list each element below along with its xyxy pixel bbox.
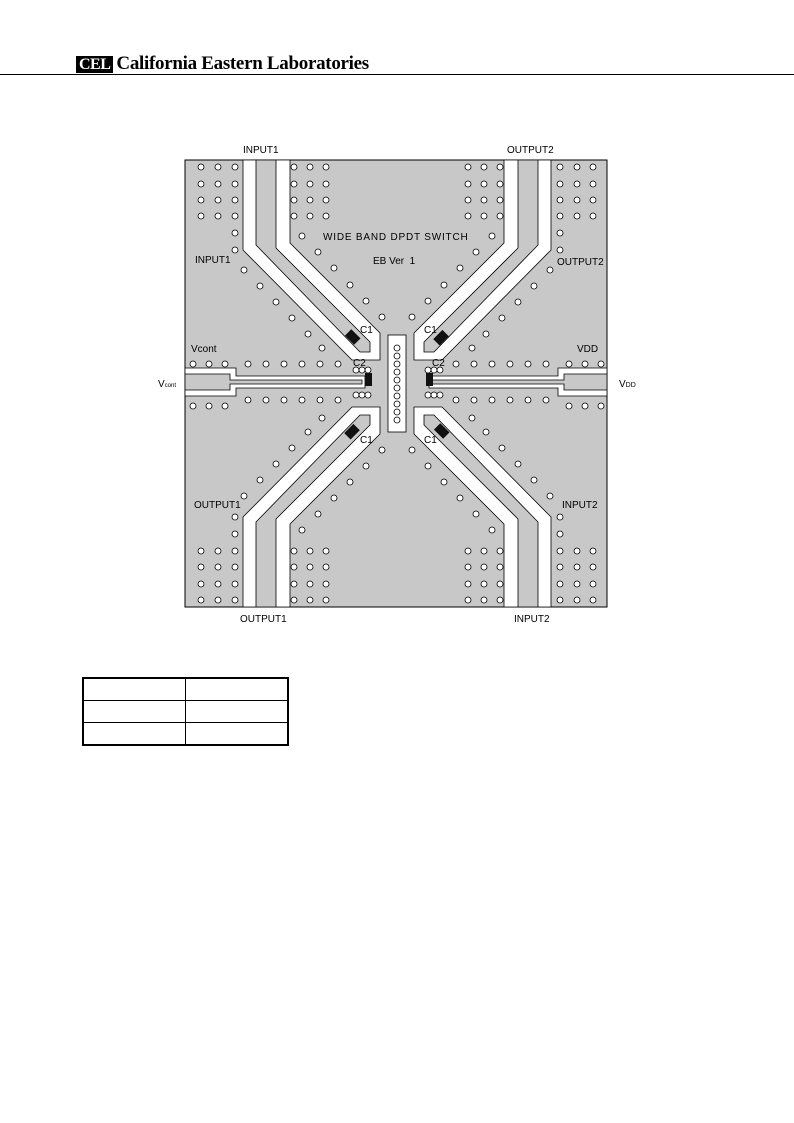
label-vcont-outer bbox=[158, 379, 176, 390]
logo-mark: CEL bbox=[76, 56, 113, 73]
page-header bbox=[0, 0, 794, 76]
label-vcont-outer-sub: cont bbox=[164, 383, 177, 389]
label-vcont-outer-main: V bbox=[158, 379, 165, 390]
company-name: California Eastern Laboratories bbox=[116, 53, 369, 74]
label-output2-inner: OUTPUT2 bbox=[557, 257, 604, 268]
company-logo bbox=[76, 53, 369, 75]
label-c1-bottom-right: C1 bbox=[424, 435, 437, 446]
label-input2-inner: INPUT2 bbox=[562, 500, 598, 511]
label-output2-top: OUTPUT2 bbox=[507, 145, 554, 156]
label-c2-right: C2 bbox=[432, 358, 445, 369]
table-row bbox=[83, 723, 288, 746]
empty-table bbox=[82, 677, 289, 746]
capacitor-c2-left bbox=[365, 373, 372, 386]
evaluation-board-diagram bbox=[0, 130, 794, 630]
table-cell bbox=[186, 723, 289, 746]
label-c1-bottom-left: C1 bbox=[360, 435, 373, 446]
label-vcont-inner: Vcont bbox=[191, 344, 217, 355]
label-vdd-outer-main: V bbox=[619, 379, 626, 390]
label-vdd-inner: VDD bbox=[577, 344, 599, 355]
label-vdd-outer-sub: DD bbox=[625, 382, 636, 389]
table-row bbox=[83, 678, 288, 701]
board-version: EB Ver 1 bbox=[373, 256, 416, 267]
table-cell bbox=[186, 701, 289, 723]
table-cell bbox=[83, 701, 186, 723]
label-c2-left: C2 bbox=[353, 358, 366, 369]
label-vdd-outer bbox=[619, 379, 636, 390]
label-output1-bottom: OUTPUT1 bbox=[240, 614, 287, 625]
table-cell bbox=[83, 723, 186, 746]
label-input2-bottom: INPUT2 bbox=[514, 614, 550, 625]
header-rule bbox=[0, 74, 794, 75]
table-cell bbox=[83, 678, 186, 701]
table-row bbox=[83, 701, 288, 723]
board-title: WIDE BAND DPDT SWITCH bbox=[323, 232, 469, 243]
label-output1-inner: OUTPUT1 bbox=[194, 500, 241, 511]
label-input1-top: INPUT1 bbox=[243, 145, 279, 156]
label-c1-top-right: C1 bbox=[424, 325, 437, 336]
label-c1-top-left: C1 bbox=[360, 325, 373, 336]
table-cell bbox=[186, 678, 289, 701]
label-input1-inner: INPUT1 bbox=[195, 255, 231, 266]
capacitor-c2-right bbox=[426, 373, 433, 386]
